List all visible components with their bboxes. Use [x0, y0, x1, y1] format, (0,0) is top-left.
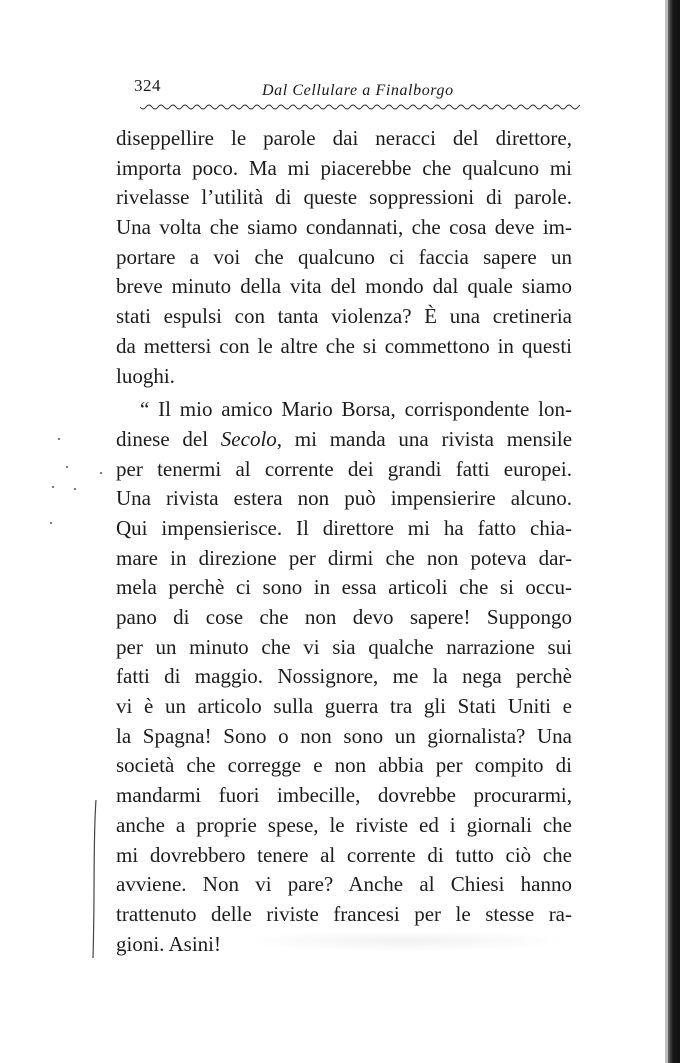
- page-header: [134, 76, 574, 104]
- text-line: gioni. Asini!: [116, 931, 222, 956]
- text-line: Una rivista estera non può impensierire alcuno.: [116, 486, 572, 511]
- text-line: vi è un articolo sulla guerra tra gli Stati Uniti e: [116, 694, 572, 719]
- italic-title-secolo: Secolo,: [220, 426, 283, 451]
- margin-pencil-mark: [90, 800, 100, 960]
- page-number: 324: [134, 76, 161, 95]
- text-line: pano di cose che non devo sapere! Suppongo: [116, 605, 572, 629]
- text-line-with-italic: [116, 425, 572, 455]
- book-spine-edge: [668, 0, 680, 1063]
- paper-speck: [66, 466, 68, 468]
- text-line: Qui impensierisce. Il direttore mi ha fatto chia-: [116, 515, 572, 540]
- running-title: Dal Cellulare a Finalborgo: [262, 82, 454, 99]
- text-line: luoghi.: [116, 363, 175, 388]
- text-line: mela perchè ci sono in essa articoli che si occu-: [116, 575, 572, 600]
- text-line: fatti di maggio. Nossignore, me la nega perchè: [116, 664, 572, 689]
- text-line: diseppellire le parole dai neracci del direttore,: [116, 126, 572, 150]
- text-line: mare in direzione per dirmi che non poteva dar-: [116, 545, 572, 570]
- text-line: anche a proprie spese, le riviste ed i giornali che: [116, 812, 572, 837]
- text-line: da mettersi con le altre che si commettono in questi: [116, 333, 572, 358]
- text-line: Una volta che siamo condannati, che cosa deve im-: [116, 215, 572, 240]
- paragraph-2: [116, 395, 572, 959]
- text-line: breve minuto della vita del mondo dal quale siamo: [116, 274, 572, 299]
- text-line: per un minuto che vi sia qualche narrazione sui: [116, 634, 572, 659]
- text-fragment: dinese del: [116, 426, 209, 451]
- text-line: avviene. Non vi pare? Anche al Chiesi hanno: [116, 872, 572, 897]
- text-line: per tenermi al corrente dei grandi fatti europei.: [116, 456, 572, 481]
- text-line: la Spagna! Sono o non sono un giornalista? Una: [116, 723, 572, 748]
- text-line: società che corregge e non abbia per compito di: [116, 753, 572, 778]
- body-text: [116, 124, 572, 959]
- paper-speck: [74, 488, 76, 490]
- paper-speck: [58, 438, 60, 440]
- text-line: mandarmi fuori imbecille, dovrebbe procurarmi,: [116, 783, 572, 808]
- text-line: “ Il mio amico Mario Borsa, corrispondente lon-: [140, 397, 572, 422]
- text-line: rivelasse l’utilità di queste soppressioni di parole.: [116, 185, 572, 210]
- text-line: trattenuto delle riviste francesi per le stesse ra-: [116, 901, 572, 926]
- text-line: importa poco. Ma mi piacerebbe che qualcuno mi: [116, 155, 572, 180]
- text-line: stati espulsi con tanta violenza? È una cretineria: [116, 304, 572, 329]
- paper-speck: [50, 522, 52, 524]
- header-wavy-rule: [140, 104, 580, 114]
- text-line: mi dovrebbero tenere al corrente di tutto ciò che: [116, 842, 572, 867]
- paragraph-1: [116, 124, 572, 391]
- paper-speck: [100, 472, 102, 474]
- text-line: portare a voi che qualcuno ci faccia sapere un: [116, 244, 572, 269]
- paper-speck: [52, 486, 54, 488]
- text-fragment: mi manda una rivista mensile: [294, 426, 573, 451]
- paper-foxing: [240, 930, 570, 952]
